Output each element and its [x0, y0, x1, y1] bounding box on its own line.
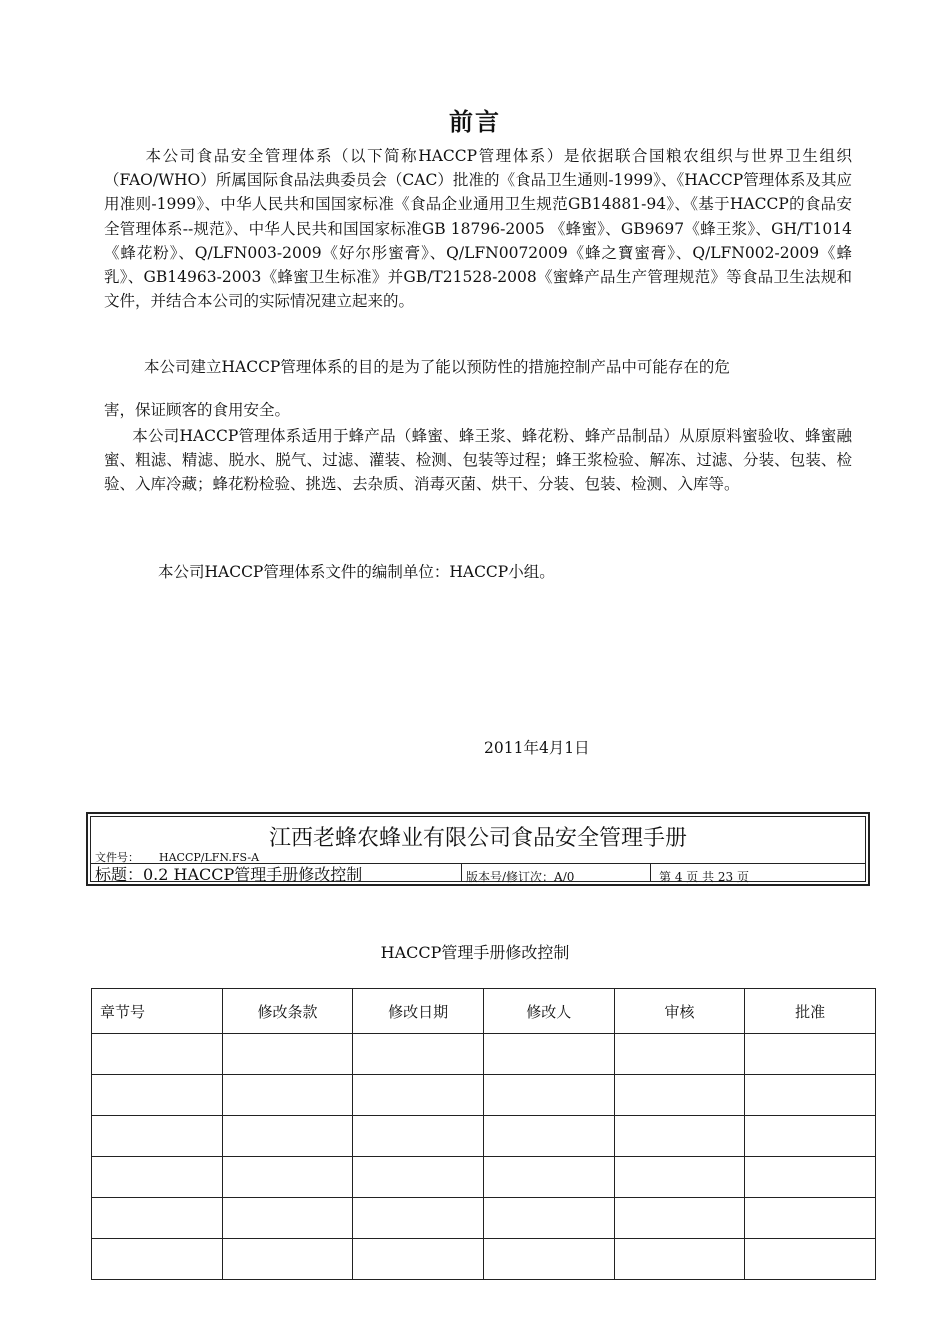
table-cell [745, 1075, 876, 1116]
preface-paragraph-1 [104, 144, 852, 313]
company-manual-title: 江西老蜂农蜂业有限公司食品安全管理手册 [268, 826, 687, 851]
table-cell [614, 1239, 745, 1280]
table-cell [483, 1239, 614, 1280]
table-cell [222, 1116, 353, 1157]
table-cell [222, 1239, 353, 1280]
table-row [92, 1034, 876, 1075]
table-row [92, 1157, 876, 1198]
document-number-value: HACCP/LFN.FS-A [159, 851, 260, 864]
preface-paragraph-3-text: 本公司HACCP管理体系适用于蜂产品（蜂蜜、蜂王浆、蜂花粉、蜂产品制品）从原原料蜜验收、蜂蜜融蜜、粗滤、精滤、脱水、脱气、过滤、灌装、检测、包装等过程；蜂王浆检验、解冻、过滤、分装、包装、检验、入库冷藏；蜂花粉检验、挑选、去杂质、消毒灭菌、烘干、分装、包装、检测、入库等。 [104, 427, 852, 494]
table-cell [222, 1075, 353, 1116]
table-cell [92, 1116, 223, 1157]
table-cell [745, 1198, 876, 1239]
table-cell [353, 1157, 484, 1198]
table-cell [92, 1034, 223, 1075]
column-header-clause: 修改条款 [222, 989, 353, 1034]
table-cell [614, 1075, 745, 1116]
table-row [92, 1075, 876, 1116]
table-cell [222, 1198, 353, 1239]
column-header-review: 审核 [614, 989, 745, 1034]
table-row [92, 1239, 876, 1280]
table-cell [222, 1157, 353, 1198]
revision-table-title: HACCP管理手册修改控制 [380, 943, 570, 962]
table-cell [745, 1157, 876, 1198]
table-cell [483, 1075, 614, 1116]
preface-date: 2011年4月1日 [484, 739, 590, 757]
table-cell [92, 1198, 223, 1239]
table-header-row [92, 989, 876, 1034]
table-cell [745, 1116, 876, 1157]
table-cell [745, 1239, 876, 1280]
document-number-label: 文件号： [95, 851, 139, 864]
table-cell [745, 1034, 876, 1075]
preface-paragraph-2-text: 本公司建立HACCP管理体系的目的是为了能以预防性的措施控制产品中可能存在的危 [144, 358, 730, 376]
header-version: 版本号/修订次：A/0 [462, 864, 651, 881]
manual-header-inner [90, 816, 866, 882]
header-page-number: 第 4 页 共 23 页 [659, 870, 749, 884]
preface-paragraph-1-text: 本公司食品安全管理体系（以下简称HACCP管理体系）是依据联合国粮农组织与世界卫生组织（FAO/WHO）所属国际食品法典委员会（CAC）批准的《食品卫生通则-1999》、《HACCP管理体系及其应用准则-1999》、中华人民共和国国家标准《食品企业通用卫生规范GB14881-94》、《基于HACCP的食品安全管理体系--规范》、中华人民共和国国家标准GB 18796-2005 《蜂蜜》、GB9697《蜂王浆》、GH/T1014《蜂花粉》、Q/LFN003-2009《好尔彤蜜膏》、Q/LFN0072009《蜂之寶蜜膏》、Q/LFN002-2009《蜂乳》、GB14963-2003《蜂蜜卫生标准》并GB/T21528-2008《蜜蜂产品生产管理规范》等食品卫生法规和文件，并结合本公司的实际情况建立起来的。 [104, 147, 852, 311]
table-cell [353, 1239, 484, 1280]
table-cell [92, 1075, 223, 1116]
preface-paragraph-4-text: 本公司HACCP管理体系文件的编制单位：HACCP小组。 [158, 563, 555, 581]
preface-paragraph-3 [104, 424, 852, 497]
table-cell [483, 1116, 614, 1157]
header-info-row [91, 863, 865, 884]
table-row [92, 1198, 876, 1239]
table-cell [483, 1034, 614, 1075]
table-cell [353, 1198, 484, 1239]
table-cell [353, 1075, 484, 1116]
revision-control-table [91, 988, 876, 1280]
preface-paragraph-4 [118, 560, 838, 584]
table-cell [353, 1116, 484, 1157]
table-cell [353, 1034, 484, 1075]
header-subject: 标题：0.2 HACCP管理手册修改控制 [91, 864, 462, 881]
column-header-approve: 批准 [745, 989, 876, 1034]
table-cell [92, 1239, 223, 1280]
column-header-modifier: 修改人 [483, 989, 614, 1034]
table-cell [614, 1116, 745, 1157]
column-header-chapter: 章节号 [92, 989, 223, 1034]
column-header-date: 修改日期 [353, 989, 484, 1034]
table-cell [483, 1198, 614, 1239]
table-cell [614, 1198, 745, 1239]
preface-paragraph-2-continued: 害，保证顾客的食用安全。 [104, 401, 291, 419]
table-row [92, 1116, 876, 1157]
page-title: 前言 [449, 108, 501, 136]
table-cell [92, 1157, 223, 1198]
preface-paragraph-2 [104, 354, 852, 380]
table-cell [614, 1034, 745, 1075]
manual-header-box [86, 812, 870, 886]
table-cell [483, 1157, 614, 1198]
table-cell [222, 1034, 353, 1075]
table-cell [614, 1157, 745, 1198]
